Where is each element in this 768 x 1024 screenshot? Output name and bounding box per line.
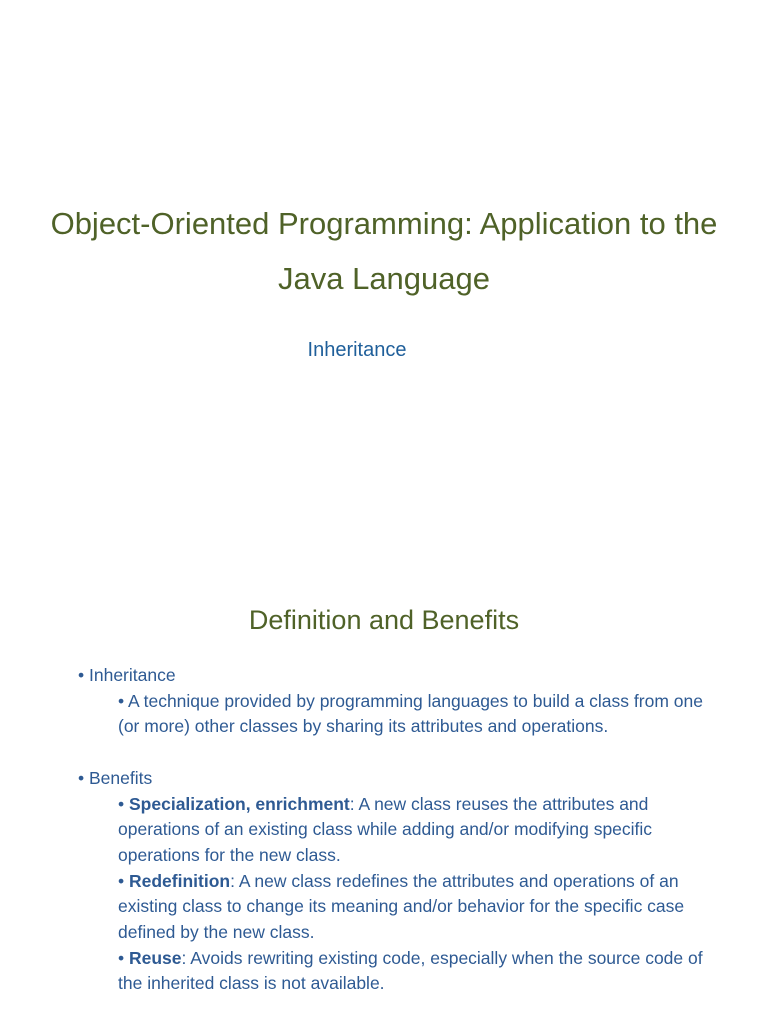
benefit-item: • Reuse: Avoids rewriting existing code, especially when the source code of the inherited class is not available. [118, 947, 703, 994]
section-title: Definition and Benefits [248, 605, 520, 635]
benefit-text: : A new class reuses the attributes and operations of an existing class while adding and/or modifying specific operations for the new class. [118, 793, 653, 865]
slide-subtitle: Inheritance [307, 339, 407, 361]
benefit-text: : Avoids rewriting existing code, especially when the source code of the inherited class is not available. [118, 947, 703, 994]
inheritance-definition: • A technique provided by programming languages to build a class from one (or more) other classes by sharing its attributes and operations. [118, 690, 703, 737]
inheritance-definition-text: A technique provided by programming languages to build a class from one (or more) other classes by sharing its attributes and operations. [118, 690, 703, 737]
bullet-benefits-label: Benefits [89, 767, 153, 788]
benefit-item: • Redefinition: A new class redefines the attributes and operations of an existing class to change its meaning and/or behavior for the specific case defined by the new class. [118, 870, 685, 943]
benefit-term: Reuse [129, 947, 182, 968]
bullet-inheritance-label: Inheritance [89, 665, 176, 685]
benefit-term: Redefinition [129, 870, 231, 891]
benefit-item: • Specialization, enrichment: A new class reuses the attributes and operations of an existing class while adding and/or modifying specific operations for the new class. [118, 793, 653, 865]
slide-title: Object-Oriented Programming: Application to the Java Language [50, 206, 718, 296]
benefit-text: : A new class redefines the attributes and operations of an existing class to change its meaning and/or behavior for the specific case defined by the new class. [118, 870, 685, 943]
benefit-term: Specialization, enrichment [129, 793, 350, 814]
slide-content [78, 663, 718, 997]
bullet-benefits: • Benefits [78, 767, 153, 788]
bullet-inheritance: • Inheritance [78, 665, 176, 685]
spacer [78, 740, 718, 766]
